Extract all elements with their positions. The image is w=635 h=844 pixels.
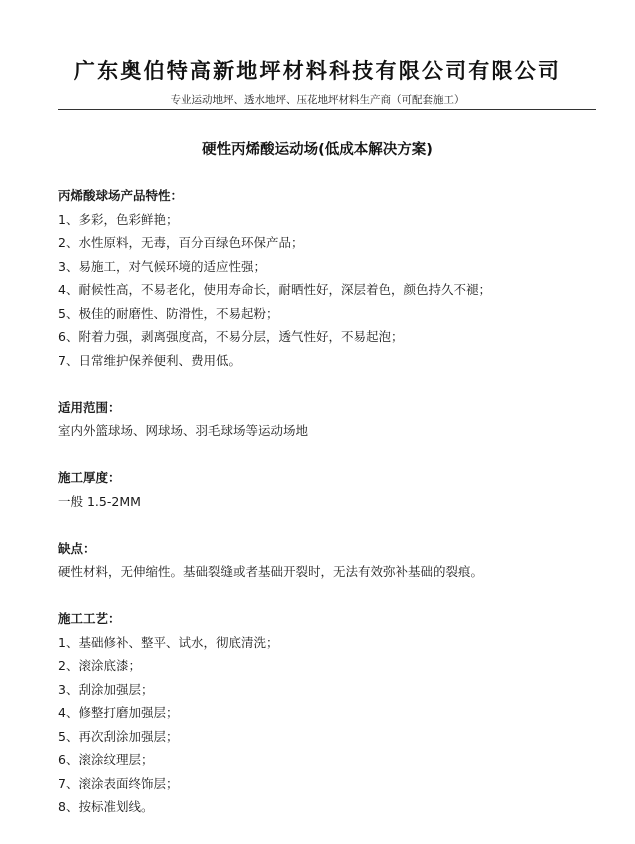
- process-list: [58, 631, 603, 819]
- process-heading: 施工工艺：: [58, 611, 121, 626]
- list-item: 3、易施工，对气候环境的适应性强；: [58, 258, 266, 274]
- section-spacer: [58, 443, 603, 467]
- features-heading: 丙烯酸球场产品特性：: [58, 188, 184, 203]
- scope-section: [58, 396, 603, 443]
- process-section: [58, 607, 603, 819]
- header-divider: [58, 109, 596, 110]
- section-spacer: [58, 372, 603, 396]
- list-item: 4、修整打磨加强层；: [58, 705, 179, 720]
- list-item: 6、滚涂纹理层；: [58, 752, 154, 767]
- list-item: 8、按标准划线。: [58, 799, 154, 814]
- drawback-section: [58, 537, 603, 584]
- list-item: 2、水性原料，无毒，百分百绿色环保产品；: [58, 235, 304, 250]
- list-item: 3、刮涂加强层；: [58, 681, 154, 697]
- list-item: 6、附着力强，剥离强度高，不易分层，透气性好，不易起泡；: [58, 329, 404, 344]
- drawback-text: 硬性材料，无伸缩性。基础裂缝或者基础开裂时，无法有效弥补基础的裂痕。: [58, 564, 484, 579]
- drawback-heading: 缺点：: [58, 540, 96, 556]
- list-item: 4、耐候性高，不易老化，使用寿命长，耐晒性好，深层着色，颜色持久不褪；: [58, 282, 491, 297]
- thickness-text: 一般 1.5-2MM: [58, 493, 141, 509]
- company-name: 广东奥伯特高新地坪材料科技有限公司有限公司: [73, 58, 562, 83]
- thickness-section: [58, 466, 603, 513]
- section-spacer: [58, 584, 603, 608]
- features-section: [58, 184, 603, 372]
- features-list: [58, 208, 603, 373]
- list-item: 1、基础修补、整平、试水，彻底清洗；: [58, 634, 279, 650]
- list-item: 7、日常维护保养便利、费用低。: [58, 352, 241, 368]
- scope-heading: 适用范围：: [58, 399, 121, 415]
- list-item: 5、再次刮涂加强层；: [58, 728, 179, 744]
- list-item: 5、极佳的耐磨性、防滑性，不易起粉；: [58, 305, 279, 321]
- thickness-heading: 施工厚度：: [58, 470, 121, 485]
- list-item: 1、多彩，色彩鲜艳；: [58, 211, 179, 227]
- section-spacer: [58, 513, 603, 537]
- document-body: [58, 184, 603, 819]
- document-title: 硬性丙烯酸运动场(低成本解决方案): [202, 142, 433, 158]
- list-item: 7、滚涂表面终饰层；: [58, 775, 179, 791]
- company-tagline: 专业运动地坪、透水地坪、压花地坪材料生产商（可配套施工）: [170, 94, 465, 106]
- scope-text: 室内外篮球场、网球场、羽毛球场等运动场地: [58, 423, 309, 438]
- list-item: 2、滚涂底漆；: [58, 658, 141, 673]
